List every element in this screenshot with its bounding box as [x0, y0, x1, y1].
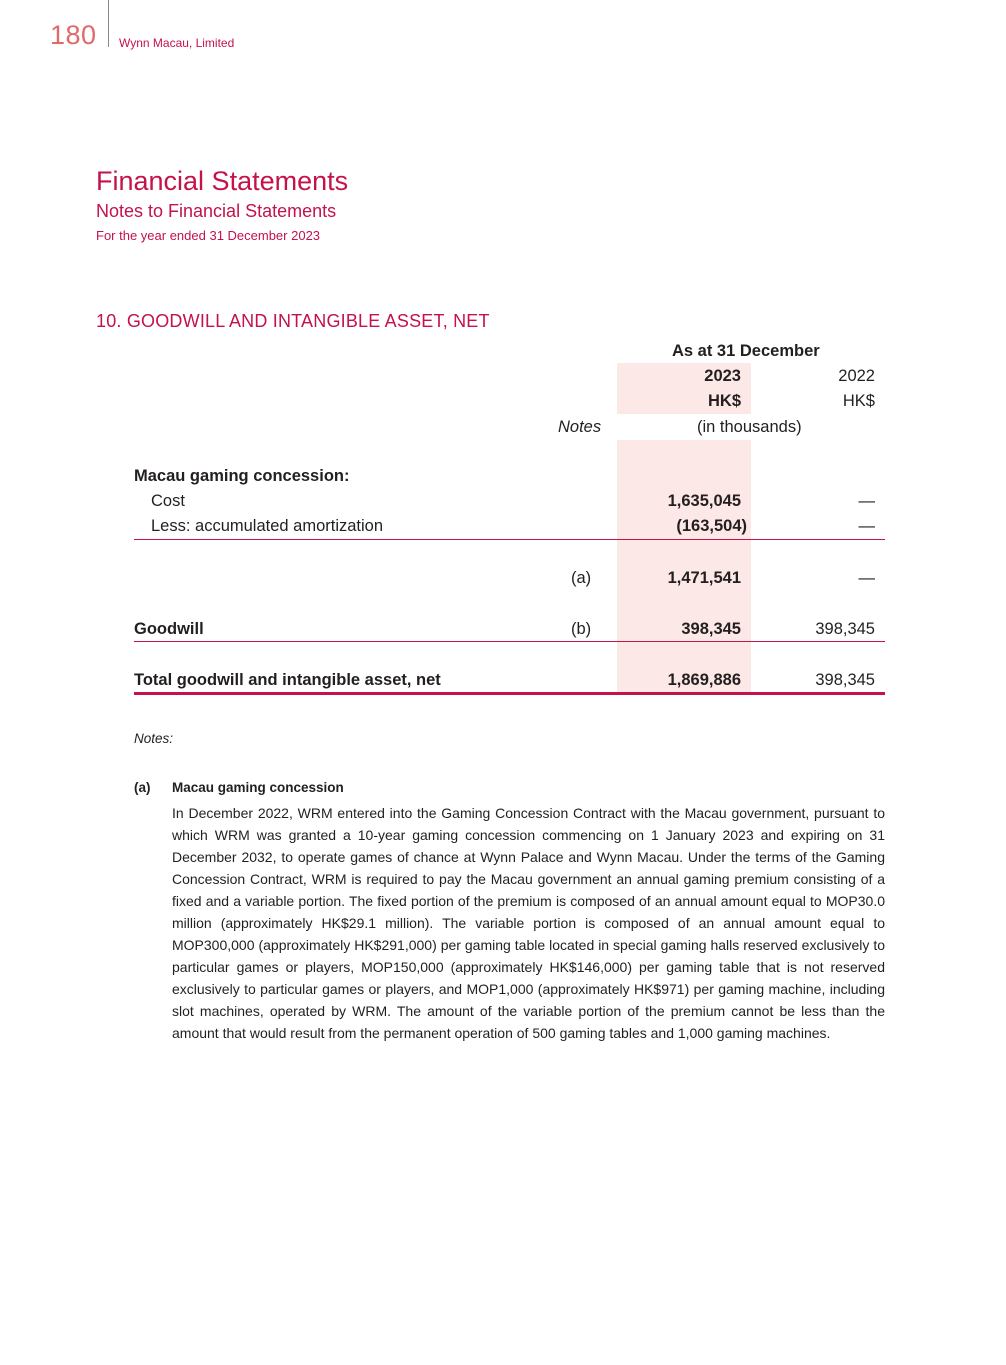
col-2023-year: 2023 — [704, 367, 741, 385]
page-subtitle: Notes to Financial Statements — [96, 201, 337, 221]
row-label: Less: accumulated amortization — [151, 517, 384, 535]
note-marker: (a) — [134, 780, 151, 795]
value-2022: 398,345 — [815, 620, 875, 638]
col-2022-currency: HK$ — [842, 392, 875, 410]
value-2023: 1,869,886 — [667, 671, 741, 689]
value-2022: — — [858, 492, 875, 510]
goodwill-rule — [134, 641, 885, 642]
notes-column-header: Notes — [558, 418, 602, 436]
col-2023-currency: HK$ — [707, 392, 741, 410]
row-label: Total goodwill and intangible asset, net — [134, 671, 441, 689]
company-name: Wynn Macau, Limited — [119, 36, 235, 50]
group-header: As at 31 December — [672, 342, 820, 360]
section-label: Macau gaming concession: — [134, 467, 350, 485]
reporting-period: For the year ended 31 December 2023 — [96, 228, 321, 243]
value-2022: — — [858, 569, 875, 587]
units-label: (in thousands) — [697, 418, 802, 436]
row-note: (b) — [571, 620, 592, 638]
section-heading: 10. GOODWILL AND INTANGIBLE ASSET, NET — [96, 311, 490, 331]
page-title: Financial Statements — [96, 166, 349, 196]
header-divider — [108, 0, 109, 47]
value-2023: 1,471,541 — [667, 569, 741, 587]
col-2022-year: 2022 — [838, 367, 875, 385]
notes-label: Notes: — [134, 731, 174, 746]
value-2022: — — [858, 517, 875, 535]
value-2022: 398,345 — [815, 671, 875, 689]
row-label: Cost — [151, 492, 185, 510]
value-2023: 398,345 — [681, 620, 741, 638]
note-body: In December 2022, WRM entered into the Gaming Concession Contract with the Macau government, pursuant to which WRM was granted a 10-year gaming concession commencing on 1 January 2023 and expiring on 31 December 2032, to operate games of chance at Wynn Palace and Wynn Macau. Under the terms of the Gaming Concession Contract, WRM is required to pay the Macau government an annual gaming premium consisting of a fixed and a variable portion. The fixed portion of the premium is composed of an annual amount equal to MOP30.0 million (approximately HK$29.1 million). The variable portion is composed of an annual amount equal to MOP300,000 (approximately HK$291,000) per gaming table located in special gaming halls reserved exclusively to particular games or players, MOP150,000 (approximately HK$146,000) per gaming table that is not reserved exclusively to particular games or players, and MOP1,000 (approximately HK$971) per gaming machine, including slot machines, operated by WRM. The amount of the variable portion of the premium cannot be less than the amount that would result from the permanent operation of 500 gaming tables and 1,000 gaming machines. — [172, 805, 885, 1041]
row-note: (a) — [571, 569, 592, 587]
value-2023: (163,504) — [676, 517, 747, 535]
row-label: Goodwill — [134, 620, 204, 638]
value-2023: 1,635,045 — [667, 492, 741, 510]
page-number: 180 — [50, 20, 97, 50]
subtotal-rule — [134, 539, 885, 540]
highlight-column-body — [617, 440, 751, 693]
total-rule — [134, 692, 885, 695]
note-title: Macau gaming concession — [172, 780, 344, 795]
